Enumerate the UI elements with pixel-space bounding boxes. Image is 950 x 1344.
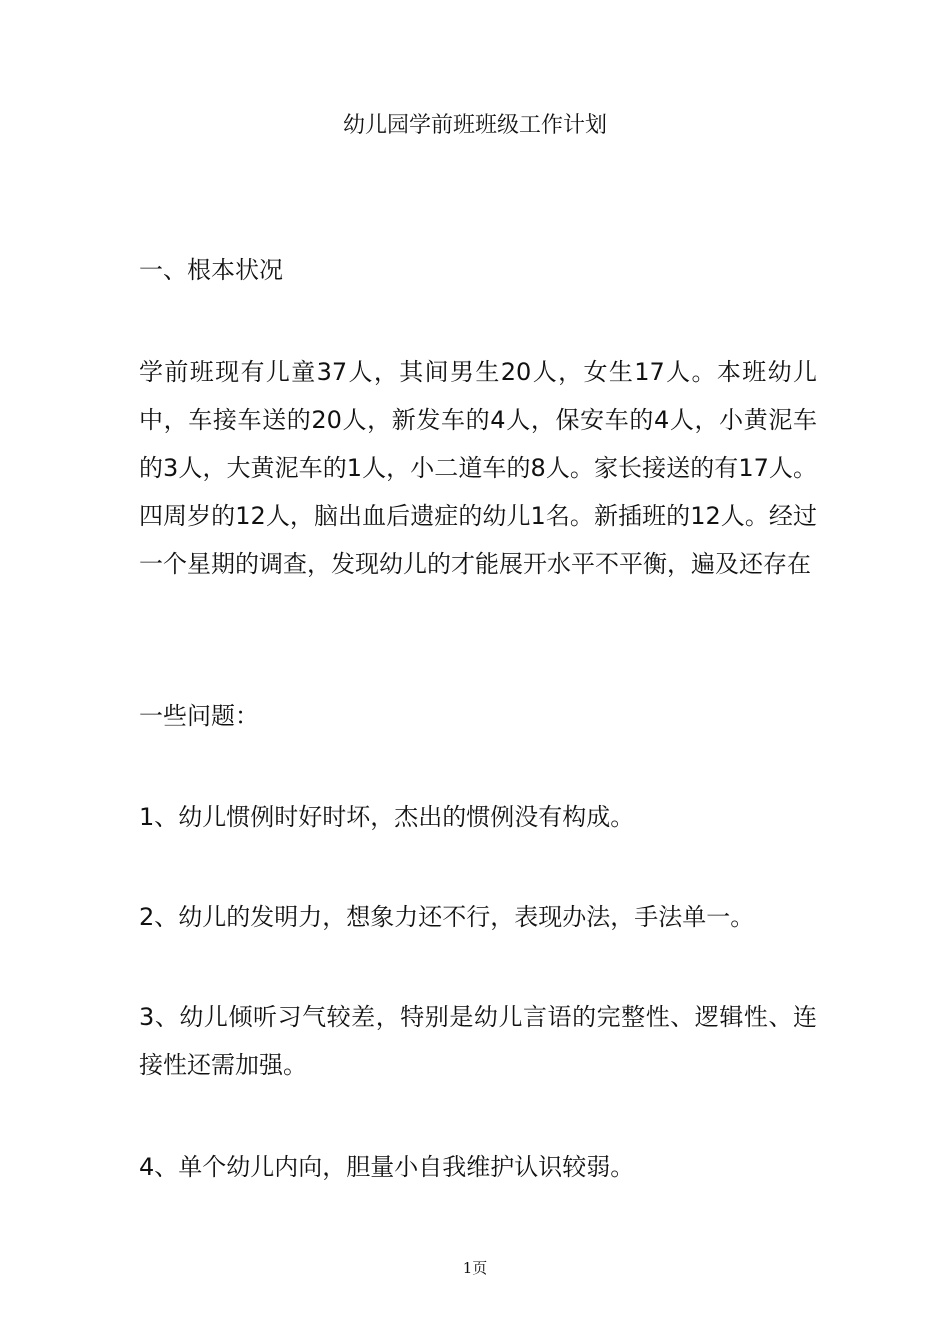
section-heading: 一、根本状况 [139,256,283,284]
issue-item-3: 3、幼儿倾听习气较差，特别是幼儿言语的完整性、逻辑性、连接性还需加强。 [139,1003,817,1079]
issue-item-2: 2、幼儿的发明力，想象力还不行，表现办法，手法单一。 [139,903,755,931]
issues-intro: 一些问题： [139,702,259,730]
document-title: 幼儿园学前班班级工作计划 [342,113,607,138]
issue-item-4: 4、单个幼儿内向，胆量小自我维护认识较弱。 [139,1153,635,1181]
body-paragraph: 学前班现有儿童37人，其间男生20人，女生17人。本班幼儿中，车接车送的20人，新发车的4人，保安车的4人，小黄泥车的3人，大黄泥车的1人，小二道车的8人。家长接送的有17人。四周岁的12人，脑出血后遗症的幼儿1名。新插班的12人。经过一个星期的调查，发现幼儿的才能展开水平不平衡，遍及还存在 [139,358,817,578]
page-number-footer: 1页 [462,1259,488,1277]
issue-item-1: 1、幼儿惯例时好时坏，杰出的惯例没有构成。 [139,803,635,831]
